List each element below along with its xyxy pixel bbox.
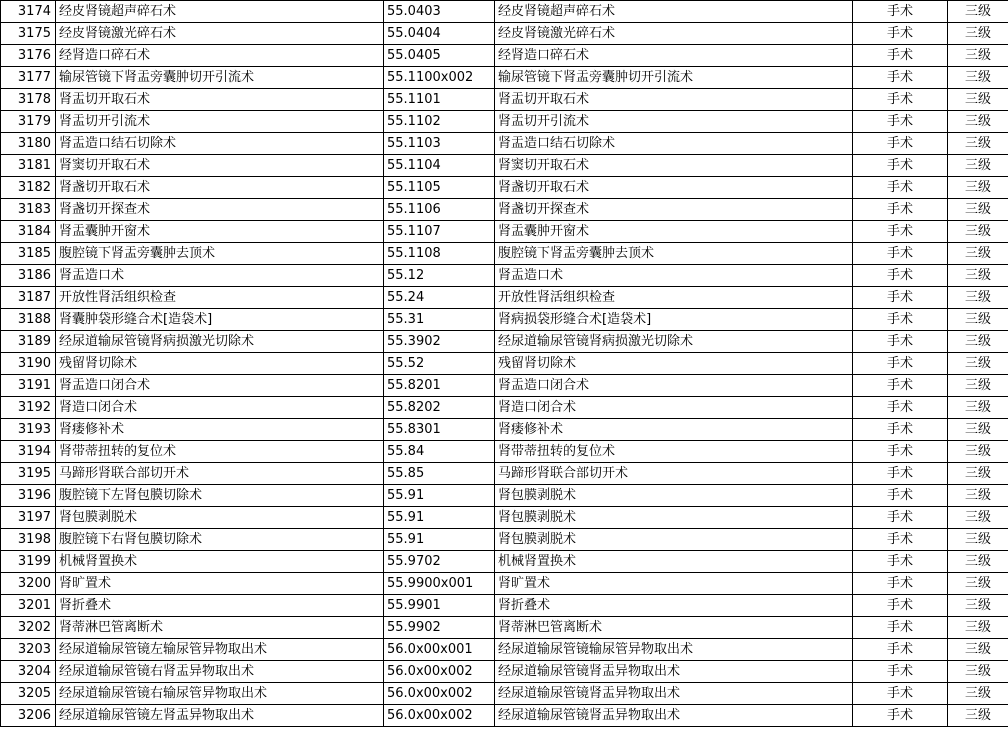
procedure-code-cell: 55.1104 (384, 155, 495, 177)
row-number-cell: 3190 (1, 353, 56, 375)
procedure-name-cell: 经尿道输尿管镜左肾盂异物取出术 (56, 705, 384, 727)
procedure-code-cell: 55.0404 (384, 23, 495, 45)
table-row (1, 639, 1008, 661)
procedure-code-cell: 55.84 (384, 441, 495, 463)
grade-cell: 三级 (948, 309, 1008, 331)
procedure-name-cell: 经尿道输尿管镜右输尿管异物取出术 (56, 683, 384, 705)
row-number-cell: 3200 (1, 573, 56, 595)
category-cell: 手术 (853, 573, 948, 595)
standard-name-cell: 肾瘘修补术 (495, 419, 853, 441)
row-number-cell: 3202 (1, 617, 56, 639)
procedure-code-cell: 55.91 (384, 529, 495, 551)
table-row (1, 265, 1008, 287)
table-row (1, 287, 1008, 309)
table-row (1, 309, 1008, 331)
standard-name-cell: 肾旷置术 (495, 573, 853, 595)
procedure-name-cell: 肾盂囊肿开窗术 (56, 221, 384, 243)
standard-name-cell: 经尿道输尿管镜肾盂异物取出术 (495, 683, 853, 705)
grade-cell: 三级 (948, 375, 1008, 397)
table-row (1, 441, 1008, 463)
table-row (1, 155, 1008, 177)
procedure-code-cell: 55.1103 (384, 133, 495, 155)
standard-name-cell: 肾窦切开取石术 (495, 155, 853, 177)
table-row (1, 221, 1008, 243)
procedure-name-cell: 肾盂造口闭合术 (56, 375, 384, 397)
standard-name-cell: 肾造口闭合术 (495, 397, 853, 419)
standard-name-cell: 肾蒂淋巴管离断术 (495, 617, 853, 639)
standard-name-cell: 肾盂切开引流术 (495, 111, 853, 133)
category-cell: 手术 (853, 199, 948, 221)
grade-cell: 三级 (948, 595, 1008, 617)
category-cell: 手术 (853, 419, 948, 441)
grade-cell: 三级 (948, 463, 1008, 485)
procedure-name-cell: 腹腔镜下左肾包膜切除术 (56, 485, 384, 507)
procedure-name-cell: 肾盂造口术 (56, 265, 384, 287)
category-cell: 手术 (853, 243, 948, 265)
procedure-name-cell: 经尿道输尿管镜右肾盂异物取出术 (56, 661, 384, 683)
procedure-code-cell: 55.91 (384, 507, 495, 529)
row-number-cell: 3199 (1, 551, 56, 573)
procedure-code-cell: 55.85 (384, 463, 495, 485)
row-number-cell: 3196 (1, 485, 56, 507)
standard-name-cell: 经皮肾镜激光碎石术 (495, 23, 853, 45)
standard-name-cell: 开放性肾活组织检查 (495, 287, 853, 309)
grade-cell: 三级 (948, 243, 1008, 265)
procedure-code-cell: 55.24 (384, 287, 495, 309)
standard-name-cell: 马蹄形肾联合部切开术 (495, 463, 853, 485)
procedure-name-cell: 经皮肾镜超声碎石术 (56, 1, 384, 23)
category-cell: 手术 (853, 507, 948, 529)
procedure-name-cell: 肾盂切开取石术 (56, 89, 384, 111)
table-row (1, 595, 1008, 617)
grade-cell: 三级 (948, 67, 1008, 89)
table-row (1, 353, 1008, 375)
procedure-code-cell: 56.0x00x002 (384, 683, 495, 705)
category-cell: 手术 (853, 309, 948, 331)
procedure-name-cell: 肾带蒂扭转的复位术 (56, 441, 384, 463)
grade-cell: 三级 (948, 111, 1008, 133)
grade-cell: 三级 (948, 45, 1008, 67)
table-row (1, 617, 1008, 639)
grade-cell: 三级 (948, 573, 1008, 595)
category-cell: 手术 (853, 177, 948, 199)
procedure-code-cell: 55.9901 (384, 595, 495, 617)
grade-cell: 三级 (948, 397, 1008, 419)
standard-name-cell: 肾盏切开取石术 (495, 177, 853, 199)
procedure-name-cell: 经尿道输尿管镜肾病损激光切除术 (56, 331, 384, 353)
table-row (1, 45, 1008, 67)
procedure-name-cell: 肾盂造口结石切除术 (56, 133, 384, 155)
table-row (1, 89, 1008, 111)
row-number-cell: 3178 (1, 89, 56, 111)
standard-name-cell: 肾盂造口闭合术 (495, 375, 853, 397)
procedure-name-cell: 输尿管镜下肾盂旁囊肿切开引流术 (56, 67, 384, 89)
standard-name-cell: 残留肾切除术 (495, 353, 853, 375)
table-row (1, 463, 1008, 485)
procedure-name-cell: 腹腔镜下肾盂旁囊肿去顶术 (56, 243, 384, 265)
standard-name-cell: 肾包膜剥脱术 (495, 529, 853, 551)
grade-cell: 三级 (948, 199, 1008, 221)
grade-cell: 三级 (948, 177, 1008, 199)
row-number-cell: 3203 (1, 639, 56, 661)
table-row (1, 551, 1008, 573)
procedure-code-cell: 55.31 (384, 309, 495, 331)
table-row (1, 243, 1008, 265)
grade-cell: 三级 (948, 287, 1008, 309)
category-cell: 手术 (853, 661, 948, 683)
procedure-name-cell: 肾蒂淋巴管离断术 (56, 617, 384, 639)
category-cell: 手术 (853, 485, 948, 507)
table-row (1, 199, 1008, 221)
category-cell: 手术 (853, 529, 948, 551)
procedure-name-cell: 肾包膜剥脱术 (56, 507, 384, 529)
category-cell: 手术 (853, 89, 948, 111)
row-number-cell: 3183 (1, 199, 56, 221)
procedure-name-cell: 机械肾置换术 (56, 551, 384, 573)
standard-name-cell: 经尿道输尿管镜肾病损激光切除术 (495, 331, 853, 353)
procedure-name-cell: 肾盏切开探查术 (56, 199, 384, 221)
row-number-cell: 3193 (1, 419, 56, 441)
procedure-name-cell: 肾窦切开取石术 (56, 155, 384, 177)
table-row (1, 23, 1008, 45)
procedure-name-cell: 肾囊肿袋形缝合术[造袋术] (56, 309, 384, 331)
table-row (1, 177, 1008, 199)
table-row (1, 485, 1008, 507)
procedure-name-cell: 马蹄形肾联合部切开术 (56, 463, 384, 485)
standard-name-cell: 经皮肾镜超声碎石术 (495, 1, 853, 23)
standard-name-cell: 肾盂囊肿开窗术 (495, 221, 853, 243)
table-row (1, 67, 1008, 89)
category-cell: 手术 (853, 155, 948, 177)
row-number-cell: 3197 (1, 507, 56, 529)
row-number-cell: 3204 (1, 661, 56, 683)
grade-cell: 三级 (948, 639, 1008, 661)
grade-cell: 三级 (948, 485, 1008, 507)
standard-name-cell: 肾包膜剥脱术 (495, 485, 853, 507)
table-row (1, 573, 1008, 595)
procedure-code-cell: 55.0403 (384, 1, 495, 23)
procedure-name-cell: 肾盏切开取石术 (56, 177, 384, 199)
category-cell: 手术 (853, 375, 948, 397)
category-cell: 手术 (853, 683, 948, 705)
category-cell: 手术 (853, 551, 948, 573)
procedure-code-cell: 55.1101 (384, 89, 495, 111)
grade-cell: 三级 (948, 221, 1008, 243)
row-number-cell: 3174 (1, 1, 56, 23)
grade-cell: 三级 (948, 23, 1008, 45)
grade-cell: 三级 (948, 133, 1008, 155)
standard-name-cell: 肾盂切开取石术 (495, 89, 853, 111)
row-number-cell: 3198 (1, 529, 56, 551)
procedure-code-cell: 55.52 (384, 353, 495, 375)
category-cell: 手术 (853, 23, 948, 45)
procedure-code-cell: 56.0x00x002 (384, 705, 495, 727)
procedure-code-cell: 55.1107 (384, 221, 495, 243)
row-number-cell: 3192 (1, 397, 56, 419)
row-number-cell: 3182 (1, 177, 56, 199)
category-cell: 手术 (853, 331, 948, 353)
table-row (1, 661, 1008, 683)
procedure-code-cell: 55.9702 (384, 551, 495, 573)
procedure-code-cell: 55.3902 (384, 331, 495, 353)
procedure-code-cell: 55.91 (384, 485, 495, 507)
row-number-cell: 3181 (1, 155, 56, 177)
standard-name-cell: 肾盂造口术 (495, 265, 853, 287)
table-row (1, 705, 1008, 727)
table-row (1, 331, 1008, 353)
table-row (1, 1, 1008, 23)
table-row (1, 397, 1008, 419)
row-number-cell: 3195 (1, 463, 56, 485)
standard-name-cell: 肾病损袋形缝合术[造袋术] (495, 309, 853, 331)
procedure-name-cell: 经尿道输尿管镜左输尿管异物取出术 (56, 639, 384, 661)
category-cell: 手术 (853, 353, 948, 375)
category-cell: 手术 (853, 111, 948, 133)
table-row (1, 529, 1008, 551)
grade-cell: 三级 (948, 617, 1008, 639)
grade-cell: 三级 (948, 441, 1008, 463)
grade-cell: 三级 (948, 551, 1008, 573)
grade-cell: 三级 (948, 1, 1008, 23)
grade-cell: 三级 (948, 155, 1008, 177)
procedure-table-body (1, 1, 1008, 727)
row-number-cell: 3187 (1, 287, 56, 309)
procedure-code-cell: 56.0x00x001 (384, 639, 495, 661)
row-number-cell: 3177 (1, 67, 56, 89)
procedure-code-cell: 55.1105 (384, 177, 495, 199)
category-cell: 手术 (853, 287, 948, 309)
grade-cell: 三级 (948, 507, 1008, 529)
table-row (1, 133, 1008, 155)
grade-cell: 三级 (948, 529, 1008, 551)
procedure-code-cell: 56.0x00x002 (384, 661, 495, 683)
standard-name-cell: 经肾造口碎石术 (495, 45, 853, 67)
row-number-cell: 3184 (1, 221, 56, 243)
category-cell: 手术 (853, 67, 948, 89)
row-number-cell: 3175 (1, 23, 56, 45)
grade-cell: 三级 (948, 661, 1008, 683)
standard-name-cell: 肾盏切开探查术 (495, 199, 853, 221)
category-cell: 手术 (853, 617, 948, 639)
procedure-code-cell: 55.1106 (384, 199, 495, 221)
grade-cell: 三级 (948, 265, 1008, 287)
table-row (1, 111, 1008, 133)
procedure-name-cell: 肾造口闭合术 (56, 397, 384, 419)
table-row (1, 507, 1008, 529)
row-number-cell: 3176 (1, 45, 56, 67)
standard-name-cell: 输尿管镜下肾盂旁囊肿切开引流术 (495, 67, 853, 89)
category-cell: 手术 (853, 463, 948, 485)
procedure-name-cell: 残留肾切除术 (56, 353, 384, 375)
procedure-code-cell: 55.8301 (384, 419, 495, 441)
table-row (1, 375, 1008, 397)
category-cell: 手术 (853, 705, 948, 727)
grade-cell: 三级 (948, 419, 1008, 441)
standard-name-cell: 机械肾置换术 (495, 551, 853, 573)
row-number-cell: 3179 (1, 111, 56, 133)
table-row (1, 419, 1008, 441)
row-number-cell: 3189 (1, 331, 56, 353)
procedure-name-cell: 肾瘘修补术 (56, 419, 384, 441)
row-number-cell: 3206 (1, 705, 56, 727)
procedure-code-cell: 55.8202 (384, 397, 495, 419)
procedure-code-cell: 55.1108 (384, 243, 495, 265)
standard-name-cell: 肾折叠术 (495, 595, 853, 617)
procedure-code-cell: 55.9900x001 (384, 573, 495, 595)
procedure-code-cell: 55.1100x002 (384, 67, 495, 89)
row-number-cell: 3201 (1, 595, 56, 617)
category-cell: 手术 (853, 1, 948, 23)
category-cell: 手术 (853, 221, 948, 243)
row-number-cell: 3186 (1, 265, 56, 287)
category-cell: 手术 (853, 133, 948, 155)
procedure-name-cell: 肾盂切开引流术 (56, 111, 384, 133)
standard-name-cell: 经尿道输尿管镜输尿管异物取出术 (495, 639, 853, 661)
procedure-code-cell: 55.1102 (384, 111, 495, 133)
row-number-cell: 3205 (1, 683, 56, 705)
row-number-cell: 3188 (1, 309, 56, 331)
category-cell: 手术 (853, 397, 948, 419)
standard-name-cell: 肾带蒂扭转的复位术 (495, 441, 853, 463)
row-number-cell: 3180 (1, 133, 56, 155)
category-cell: 手术 (853, 639, 948, 661)
procedure-code-cell: 55.9902 (384, 617, 495, 639)
grade-cell: 三级 (948, 683, 1008, 705)
procedure-name-cell: 肾折叠术 (56, 595, 384, 617)
procedure-code-cell: 55.0405 (384, 45, 495, 67)
procedure-name-cell: 开放性肾活组织检查 (56, 287, 384, 309)
row-number-cell: 3191 (1, 375, 56, 397)
category-cell: 手术 (853, 265, 948, 287)
standard-name-cell: 肾包膜剥脱术 (495, 507, 853, 529)
procedure-name-cell: 肾旷置术 (56, 573, 384, 595)
category-cell: 手术 (853, 45, 948, 67)
grade-cell: 三级 (948, 705, 1008, 727)
procedure-code-cell: 55.8201 (384, 375, 495, 397)
table-row (1, 683, 1008, 705)
procedure-code-cell: 55.12 (384, 265, 495, 287)
standard-name-cell: 肾盂造口结石切除术 (495, 133, 853, 155)
procedure-name-cell: 腹腔镜下右肾包膜切除术 (56, 529, 384, 551)
procedure-name-cell: 经皮肾镜激光碎石术 (56, 23, 384, 45)
grade-cell: 三级 (948, 89, 1008, 111)
standard-name-cell: 经尿道输尿管镜肾盂异物取出术 (495, 661, 853, 683)
grade-cell: 三级 (948, 331, 1008, 353)
category-cell: 手术 (853, 595, 948, 617)
row-number-cell: 3194 (1, 441, 56, 463)
standard-name-cell: 腹腔镜下肾盂旁囊肿去顶术 (495, 243, 853, 265)
grade-cell: 三级 (948, 353, 1008, 375)
category-cell: 手术 (853, 441, 948, 463)
procedure-name-cell: 经肾造口碎石术 (56, 45, 384, 67)
row-number-cell: 3185 (1, 243, 56, 265)
standard-name-cell: 经尿道输尿管镜肾盂异物取出术 (495, 705, 853, 727)
